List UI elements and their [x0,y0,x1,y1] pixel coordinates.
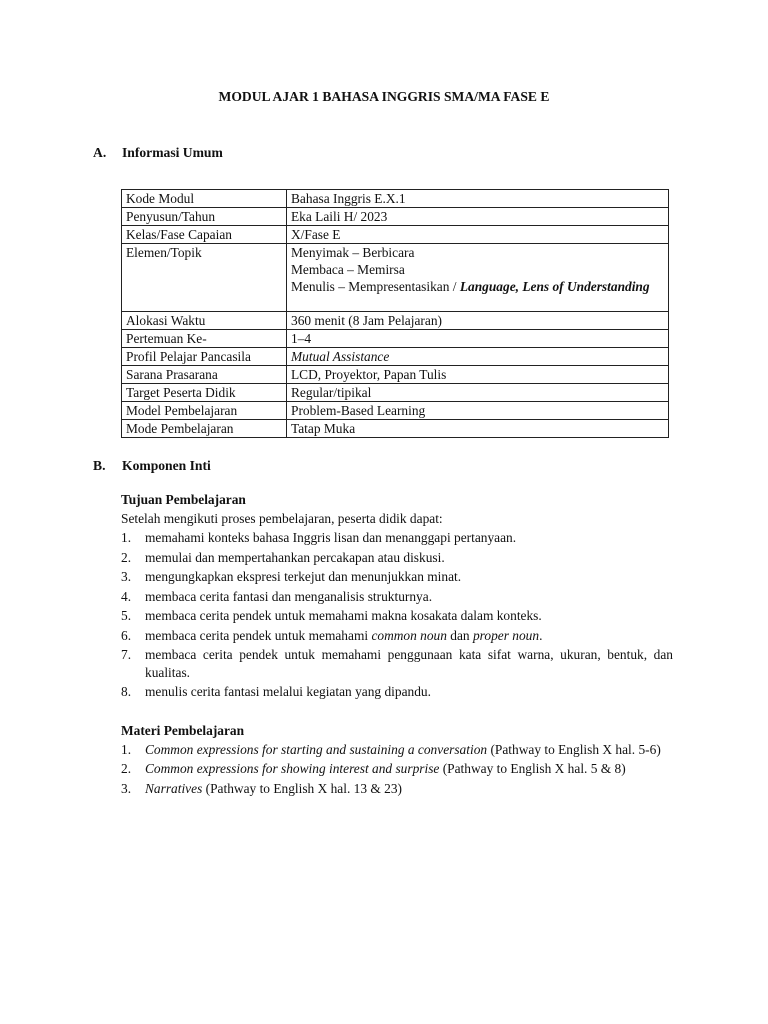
list-item: 1. Common expressions for starting and sustaining a conversation (Pathway to English X hal. 5-6) [121,741,661,757]
table-cell-value: 360 menit (8 Jam Pelajaran) [287,312,669,330]
list-item: 2. Common expressions for showing interest and surprise (Pathway to English X hal. 5 & 8) [121,761,626,776]
list-item: 3. Narratives (Pathway to English X hal. 13 & 23) [121,780,403,796]
table-cell-key: Pertemuan Ke- [122,330,287,348]
topic-line-3 [291,278,664,295]
table-row [122,366,669,384]
objectives-list [121,529,673,701]
topic-line-3-text: Menulis – Mempresentasikan / [291,279,460,294]
list-item: 8. menulis cerita fantasi melalui kegiatan yang dipandu. [121,684,431,699]
info-table [121,189,669,438]
table-cell-value [287,348,669,366]
section-b-letter: B. [93,458,106,473]
table-row [122,208,669,226]
table-cell-value: X/Fase E [287,226,669,244]
list-item: 2. memulai dan mempertahankan percakapan atau diskusi. [121,549,445,565]
list-item: 1. memahami konteks bahasa Inggris lisan dan menanggapi pertanyaan. [121,530,517,545]
table-cell-value: 1–4 [287,330,669,348]
table-cell-value: LCD, Proyektor, Papan Tulis [287,366,669,384]
table-cell-key: Profil Pelajar Pancasila [122,348,287,366]
table-row [122,420,669,438]
table-row [122,348,669,366]
section-b-heading [93,457,211,475]
section-a-letter: A. [93,145,107,160]
learning-objectives [121,491,673,701]
table-cell-key: Alokasi Waktu [122,312,287,330]
learning-materials [121,722,673,797]
table-cell-key: Elemen/Topik [122,244,287,312]
objectives-heading: Tujuan Pembelajaran [121,492,246,507]
table-row [122,312,669,330]
list-item: 7. membaca cerita pendek untuk memahami penggunaan kata sifat warna, ukuran, bentuk, dan kualitas. [121,647,673,680]
table-cell-key: Kode Modul [122,190,287,208]
list-item: 4. membaca cerita fantasi dan menganalisis strukturnya. [121,588,433,604]
section-b-title: Komponen Inti [122,458,211,473]
table-cell-key: Model Pembelajaran [122,402,287,420]
table-cell-value: Tatap Muka [287,420,669,438]
section-a-title: Informasi Umum [122,145,223,160]
topic-line-2: Membaca – Memirsa [291,262,405,277]
table-cell-value: Problem-Based Learning [287,402,669,420]
list-item: 6. membaca cerita pendek untuk memahami common noun dan proper noun. [121,627,543,643]
table-row [122,244,669,312]
table-cell-value: Bahasa Inggris E.X.1 [287,190,669,208]
table-cell-key: Kelas/Fase Capaian [122,226,287,244]
section-a-heading [93,144,223,162]
document-title: MODUL AJAR 1 BAHASA INGGRIS SMA/MA FASE E [218,89,550,104]
table-cell-key: Sarana Prasarana [122,366,287,384]
table-row [122,330,669,348]
list-item: 5. membaca cerita pendek untuk memahami makna kosakata dalam konteks. [121,608,542,623]
table-cell-key: Penyusun/Tahun [122,208,287,226]
table-cell-key: Mode Pembelajaran [122,420,287,438]
table-cell-value [287,244,669,312]
list-item: 3. mengungkapkan ekspresi terkejut dan menunjukkan minat. [121,569,462,584]
materials-heading: Materi Pembelajaran [121,723,245,738]
table-row [122,402,669,420]
materials-list [121,741,673,798]
objectives-intro: Setelah mengikuti proses pembelajaran, peserta didik dapat: [121,510,443,526]
table-row [122,384,669,402]
table-row [122,190,669,208]
table-cell-value: Eka Laili H/ 2023 [287,208,669,226]
table-cell-value: Regular/tipikal [287,384,669,402]
topic-line-1: Menyimak – Berbicara [291,245,415,260]
profile-value: Mutual Assistance [291,349,390,364]
table-row [122,226,669,244]
table-cell-key: Target Peserta Didik [122,384,287,402]
topic-line-3-emphasis: Language, Lens of Understanding [459,279,650,294]
